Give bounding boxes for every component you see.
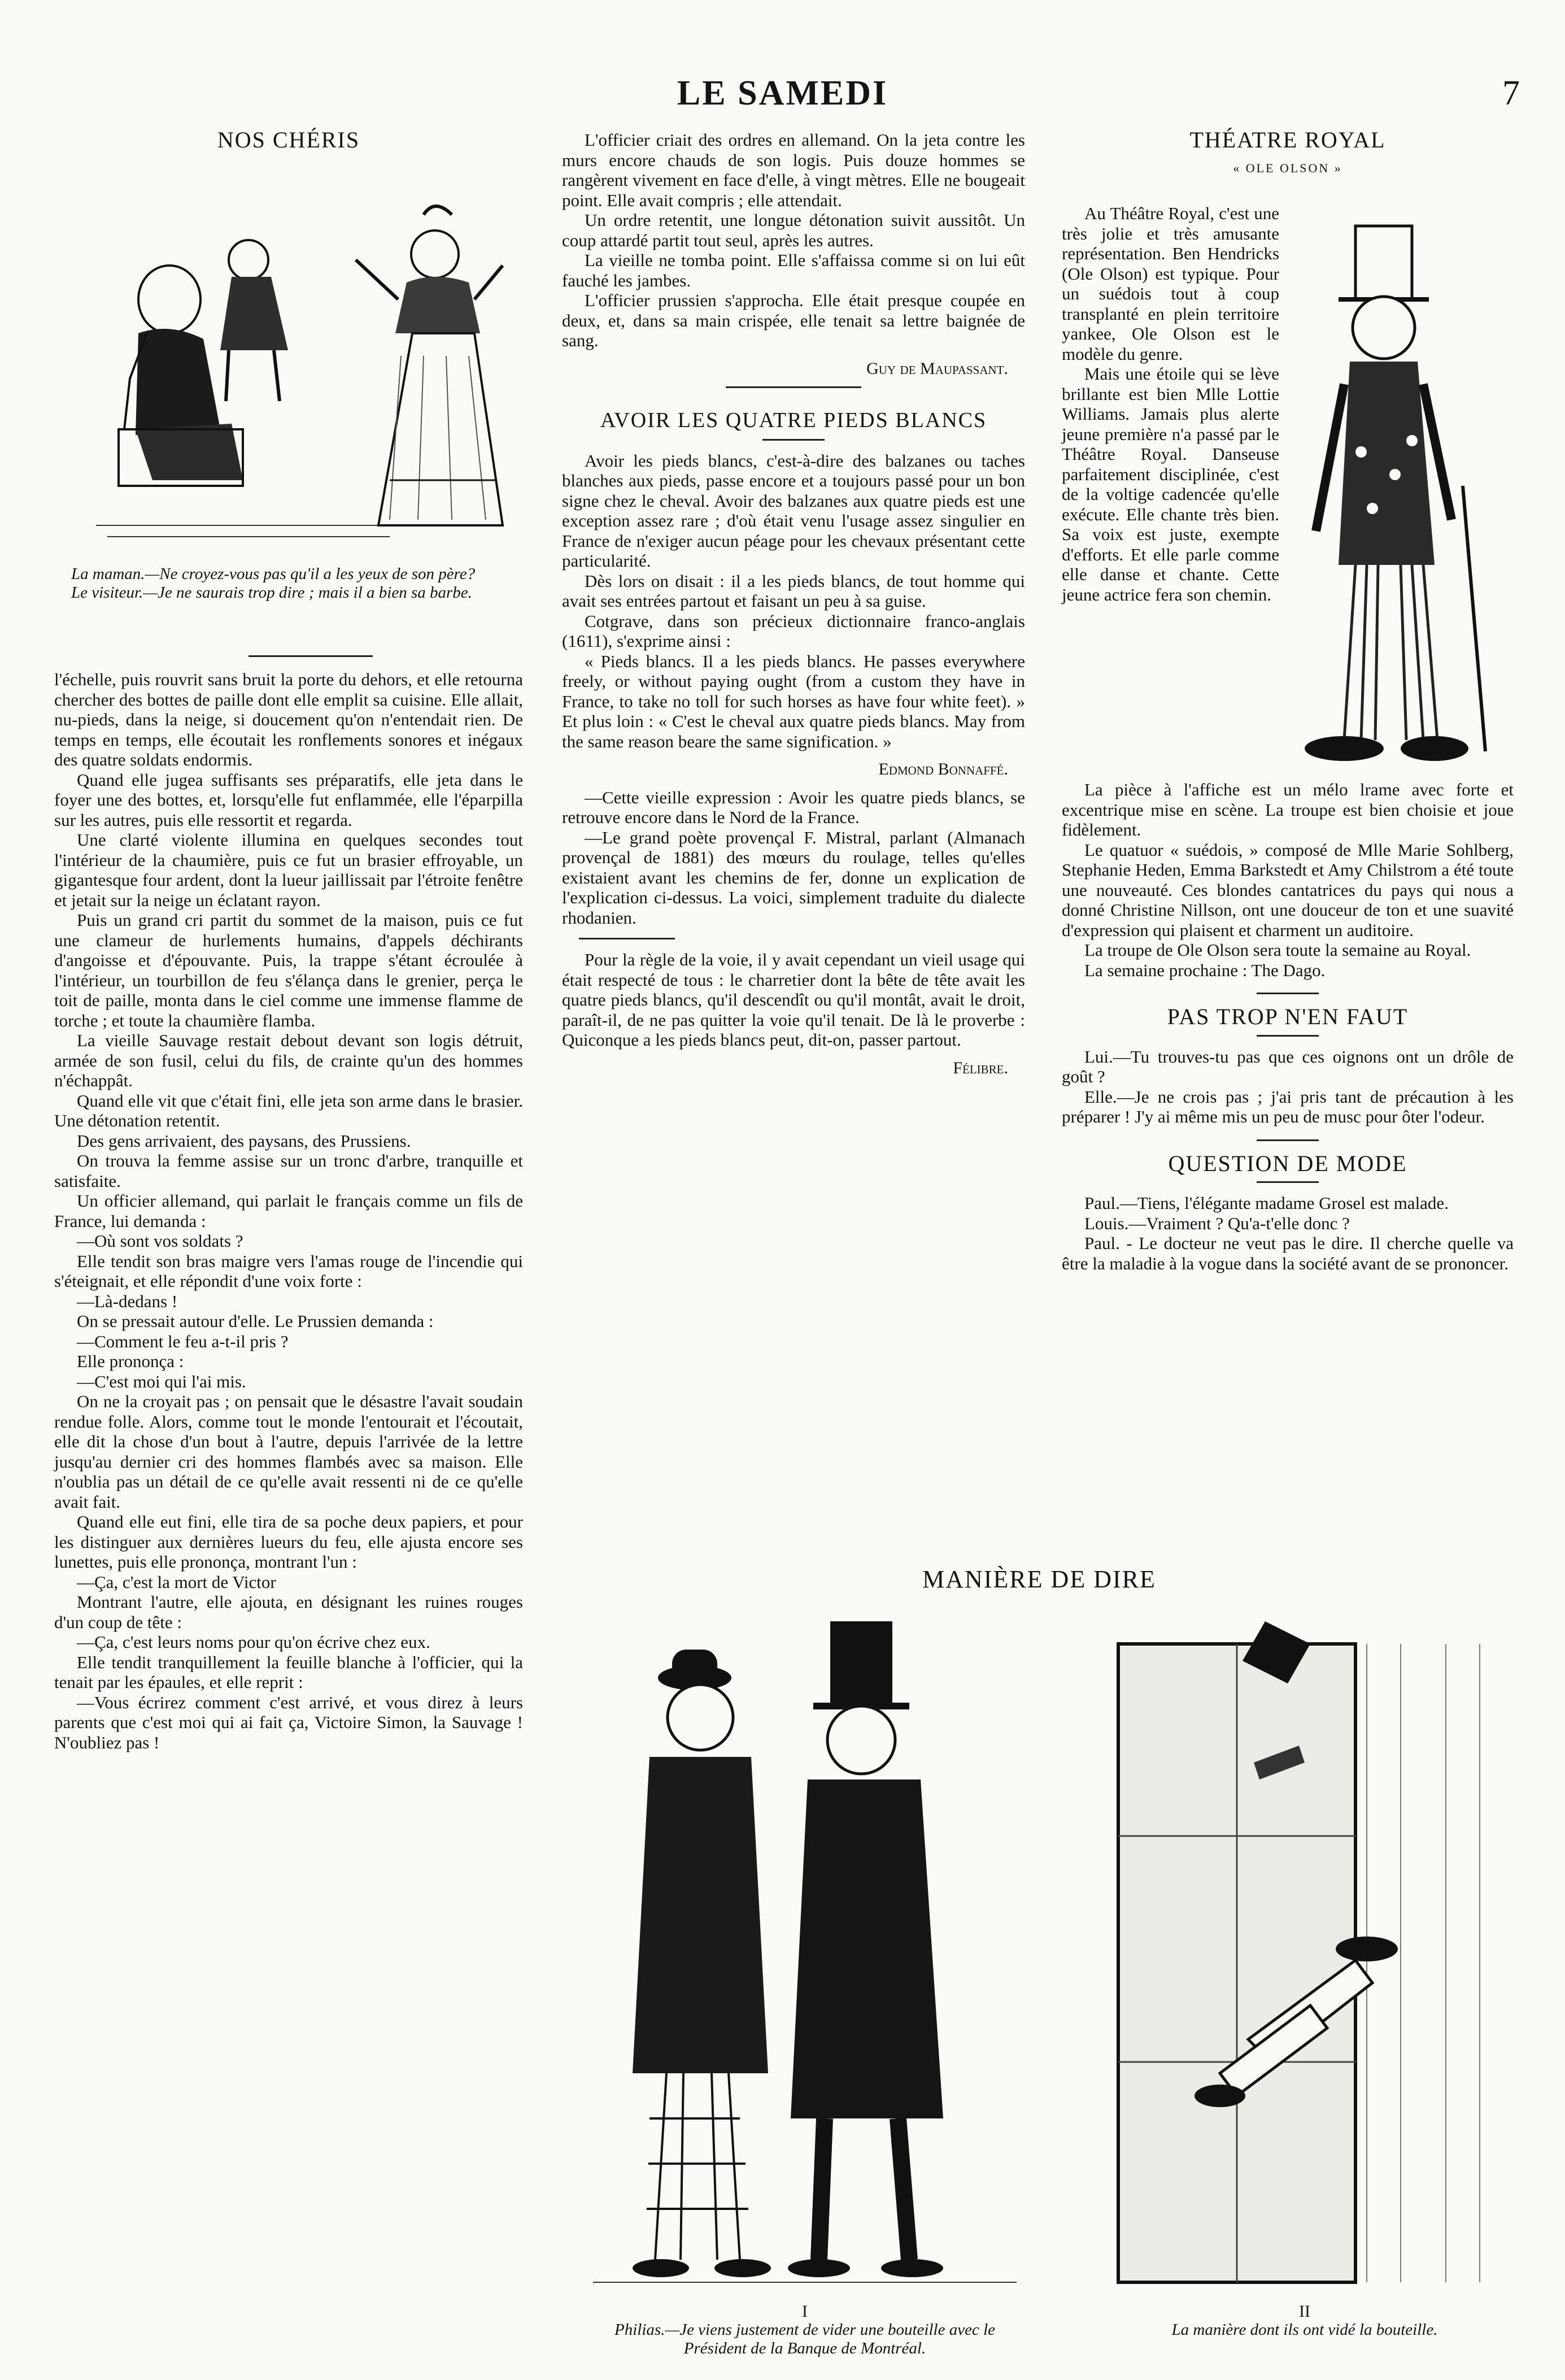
pieds-blancs-paragraph: Pour la règle de la voie, il y avait cependant un vieil usage qui était respecté de tous : le charretier dont la bête de tête avait les quatre pieds blancs, qu'il descendît ou qu'il montât, avait le droit, paraît-il, de ne pas quitter la voie qu'il tenait. De là le proverbe : Quiconque a les pieds blancs peut, dit-on, passer partout. — [562, 950, 1025, 1050]
pieds-blancs-paragraph: Cotgrave, dans son précieux dictionnaire franco-anglais (1611), s'exprime ainsi : — [562, 611, 1025, 651]
story-paragraph: L'officier prussien s'approcha. Elle était presque coupée en deux, et, dans sa main crispée, elle tenait sa lettre baignée de sang. — [562, 290, 1025, 350]
story-paragraph: Un ordre retentit, une longue détonation suivit aussitôt. Un coup attardé partit tout seul, après les autres. — [562, 210, 1025, 250]
story-paragraph: Des gens arrivaient, des paysans, des Prussiens. — [77, 1130, 411, 1151]
story-paragraph: Elle tendit tranquillement la feuille blanche à l'officier, qui la tenait par les épaules, et elle reprit : — [54, 1652, 523, 1692]
story-paragraph: Une clarté violente illumina en quelques secondes tout l'intérieur de la chaumière, puis ce fut un brasier effroyable, un gigantesque four ardent, dont la lueur jaillissait par l'étroite fenêtre et jetait sur la neige un éclatant rayon. — [54, 830, 523, 910]
maniere-illustration-1 — [582, 1610, 1028, 2294]
nos-cheris-title: NOS CHÉRIS — [217, 127, 360, 153]
pieds-blancs-paragraph: —Le grand poète provençal F. Mistral, parlant (Almanach provençal de 1881) des mœurs du roulage, telles qu'elles existaient avant les chemins de fer, donne un explication de l'explication ci-dessus. La voici, simplement traduite du dialecte rhodanien. — [562, 827, 1025, 928]
ole-olson-illustration — [1282, 215, 1508, 768]
newspaper-title: LE SAMEDI — [677, 74, 888, 112]
pieds-blancs-paragraph: —Cette vieille expression : Avoir les quatre pieds blancs, se retrouve encore dans le Nord de la France. — [562, 787, 1025, 827]
maniere-illustration-2 — [1107, 1610, 1502, 2294]
story-paragraph: Un officier allemand, qui parlait le français comme un fils de France, lui demanda : — [54, 1191, 523, 1231]
nos-cheris-captions — [54, 565, 523, 602]
story-paragraph: Quand elle eut fini, elle tira de sa poche deux papiers, et pour les distinguer aux dernières lueurs du feu, elle ajusta encore ses lunettes, puis elle prononça, montrant l'un : — [54, 1512, 523, 1572]
two-men-engraving — [582, 1610, 1028, 2294]
divider — [726, 386, 861, 388]
question-mode-paragraph: Paul. - Le docteur ne veut pas le dire. Il cherche quelle va être la maladie à la vogue dans la société avant de se prononcer. — [1062, 1233, 1514, 1273]
theatre-paragraph: La semaine prochaine : The Dago. — [1084, 960, 1326, 980]
signature-felibre: Félibre. — [953, 1058, 1008, 1077]
divider — [1257, 1035, 1319, 1037]
story-column-1 — [54, 669, 523, 1752]
question-mode-paragraph: Louis.—Vraiment ? Qu'a-t'elle donc ? — [1084, 1213, 1350, 1233]
caption-visitor: Le visiteur.—Je ne saurais trop dire ; mais il a bien sa barbe. — [71, 584, 472, 602]
caption-mother: La maman.—Ne croyez-vous pas qu'il a les yeux de son père? — [71, 565, 476, 583]
story-paragraph: —Ça, c'est la mort de Victor — [77, 1572, 276, 1592]
figure-numeral-2: II — [1299, 2302, 1310, 2321]
nos-cheris-illustration — [85, 164, 520, 554]
divider — [1257, 1181, 1319, 1183]
theatre-paragraph: Au Théâtre Royal, c'est une très jolie et très amusante représentation. Ben Hendricks (Ole Olson) est typique. Pour un suédois tout à coup transplanté en plein territoire yankee, Ole Olson est le modèle du genre. — [1062, 203, 1279, 364]
theatre-narrow-text — [1062, 203, 1279, 604]
question-mode-paragraph: Paul.—Tiens, l'élégante madame Grosel est malade. — [1084, 1193, 1449, 1213]
pieds-blancs-quote: « Pieds blancs. Il a les pieds blancs. He passes everywhere freely, or without paying ought (from a custom they have in France, to take no toll for such horses as have four white feet). » Et plus loin : « C'est le cheval aux quatre pieds blancs. May from the same reason beare the same signification. » — [562, 651, 1025, 751]
maniere-title: MANIÈRE DE DIRE — [922, 1565, 1156, 1593]
divider — [762, 439, 825, 441]
figure-caption-1 — [582, 2321, 1028, 2358]
story-paragraph: —Ça, c'est leurs noms pour qu'on écrive chez eux. — [77, 1632, 430, 1652]
theatre-paragraph: La pièce à l'affiche est un mélo lrame avec forte et excentrique mise en scène. La troupe est bien choisie et joue fidèlement. — [1062, 780, 1514, 839]
masthead — [0, 68, 1565, 119]
divider — [1257, 993, 1319, 994]
theatre-subtitle: « OLE OLSON » — [1233, 160, 1342, 175]
theatre-paragraph: Le quatuor « suédois, » composé de Mlle Marie Sohlberg, Stephanie Heden, Emma Barkstedt et Amy Chilstrom a été toute une nouveauté. Ces blondes cantatrices du pays qui nous a donné Christine Nillson, ont une douceur de ton et une suavité d'expression qui plaisent et charment un auditoire. — [1062, 839, 1514, 940]
story-paragraph: l'échelle, puis rouvrit sans bruit la porte du dehors, et elle retourna chercher des bottes de paille dont elle emplit sa cuisine. Elle allait, nu-pieds, dans la neige, si doucement qu'on n'entendait rien. De temps en temps, elle écoutait les ronflements sonores et inégaux des quatre soldats endormis. — [54, 669, 523, 769]
signature-bonnaffe: Edmond Bonnaffé. — [878, 760, 1008, 778]
story-column-2 — [562, 130, 1025, 1086]
theatre-paragraph: La troupe de Ole Olson sera toute la semaine au Royal. — [1084, 940, 1471, 960]
story-paragraph: Puis un grand cri partit du sommet de la maison, puis ce fut une clameur de hurlements humains, d'appels déchirants d'angoisse et d'épouvante. Puis, la trappe s'étant écroulée à l'intérieur, un tourbillon de feu s'élança dans le grenier, perça le toit de paille, monta dans le ciel comme une immense flamme de torche ; et toute la chaumière flamba. — [54, 910, 523, 1030]
story-paragraph: On se pressait autour d'elle. Le Prussien demanda : — [77, 1311, 434, 1331]
story-paragraph: —Comment le feu a-t-il pris ? — [77, 1331, 289, 1351]
story-paragraph: Elle tendit son bras maigre vers l'amas rouge de l'incendie qui s'éteignait, et elle répondit d'une voix forte : — [54, 1251, 523, 1291]
story-paragraph: On trouva la femme assise sur un tronc d'arbre, tranquille et satisfaite. — [54, 1151, 523, 1191]
story-paragraph: —Où sont vos soldats ? — [77, 1231, 243, 1251]
story-paragraph: La vieille Sauvage restait debout devant son logis détruit, armée de son fusil, celui du fils, de crainte qu'un des hommes n'échappât. — [54, 1030, 523, 1090]
story-paragraph: La vieille ne tomba point. Elle s'affaissa comme si on lui eût fauché les jambes. — [562, 250, 1025, 290]
story-paragraph: Quand elle vit que c'était fini, elle jeta son arme dans le brasier. Une détonation retentit. — [54, 1090, 523, 1130]
caption-bottle: La manière dont ils ont vidé la bouteille. — [1171, 2321, 1438, 2339]
story-paragraph: —Là-dedans ! — [77, 1291, 178, 1311]
theatre-column — [1062, 127, 1514, 182]
theatre-wide-text — [1062, 780, 1514, 1273]
divider — [579, 938, 675, 939]
story-paragraph: On ne la croyait pas ; on pensait que le désastre l'avait soudain rendue folle. Alors, comme tout le monde l'entourait et l'écoutait, elle dit la chose d'un bout à l'autre, depuis l'arrivée de la lettre jusqu'au dernier cri des hommes flambés avec sa maison. Elle n'oublia pas un détail de ce qu'elle avait ressenti ni de ce qu'elle avait fait. — [54, 1391, 523, 1512]
nos-cheris-engraving — [85, 164, 520, 554]
ole-olson-engraving — [1282, 215, 1508, 768]
pieds-blancs-paragraph: Avoir les pieds blancs, c'est-à-dire des balzanes ou taches blanches aux pieds, passe encore et a toujours passé pour un bon signe chez le cheval. Avoir des balzanes aux quatre pieds est une exception assez rare ; d'où était venu l'usage assez singulier en France de n'exiger aucun péage pour les chevaux présentant cette particularité. — [562, 450, 1025, 571]
pas-trop-title: PAS TROP N'EN FAUT — [1167, 1004, 1409, 1029]
theatre-title: THÉATRE ROYAL — [1189, 127, 1386, 153]
theatre-paragraph: Mais une étoile qui se lève brillante est bien Mlle Lottie Williams. Jamais plus alerte jeune première n'a passé par le Théâtre Royal. Danseuse parfaitement disciplinée, c'est de la voltige cadencée qu'elle exécute. Elle chante très bien. Sa voix est juste, exempte d'efforts. Et elle parle comme elle danse et chante. Cette jeune actrice fera son chemin. — [1062, 364, 1279, 604]
divider — [1257, 1139, 1319, 1141]
pas-trop-paragraph: Elle.—Je ne crois pas ; j'ai pris tant de précaution à les préparer ! J'y ai même mis un peu de musc pour ôter l'odeur. — [1062, 1086, 1514, 1126]
story-paragraph: L'officier criait des ordres en allemand. On la jeta contre les murs encore chauds de son logis. Puis douze hommes se rangèrent vivement en face d'elle, à vingt mètres. Elle ne bougeait point. Elle avait compris ; elle attendait. — [562, 130, 1025, 210]
pieds-blancs-paragraph: Dès lors on disait : il a les pieds blancs, de tout homme qui avait ses entrées partout et faisant un peu à sa guise. — [562, 571, 1025, 611]
thrown-out-engraving — [1107, 1610, 1502, 2294]
figure-numeral-1: I — [802, 2302, 808, 2321]
pieds-blancs-title: AVOIR LES QUATRE PIEDS BLANCS — [600, 408, 987, 432]
figure-caption-2 — [1107, 2321, 1502, 2339]
pas-trop-paragraph: Lui.—Tu trouves-tu pas que ces oignons ont un drôle de goût ? — [1062, 1046, 1514, 1086]
caption-philias: Philias.—Je viens justement de vider une bouteille avec le Président de la Banque de Montréal. — [614, 2321, 996, 2357]
story-paragraph: —C'est moi qui l'ai mis. — [77, 1371, 246, 1391]
column-1 — [54, 127, 523, 153]
page-number: 7 — [1502, 74, 1520, 112]
story-paragraph: Elle prononça : — [77, 1351, 184, 1371]
story-paragraph: —Vous écrirez comment c'est arrivé, et vous direz à leurs parents que c'est moi qui ai fait ça, Victoire Simon, la Sauvage ! N'oubliez pas ! — [54, 1692, 523, 1752]
divider — [249, 655, 373, 657]
story-paragraph: Montrant l'autre, elle ajouta, en désignant les ruines rouges d'un coup de tête : — [54, 1592, 523, 1632]
story-paragraph: Quand elle jugea suffisants ses préparatifs, elle jeta dans le foyer une des bottes, et, lorsqu'elle fut enflammée, elle l'éparpilla sur les autres, puis elle ressortit et regarda. — [54, 769, 523, 830]
story-signature: Guy de Maupassant. — [866, 359, 1008, 378]
question-mode-title: QUESTION DE MODE — [1168, 1150, 1407, 1176]
